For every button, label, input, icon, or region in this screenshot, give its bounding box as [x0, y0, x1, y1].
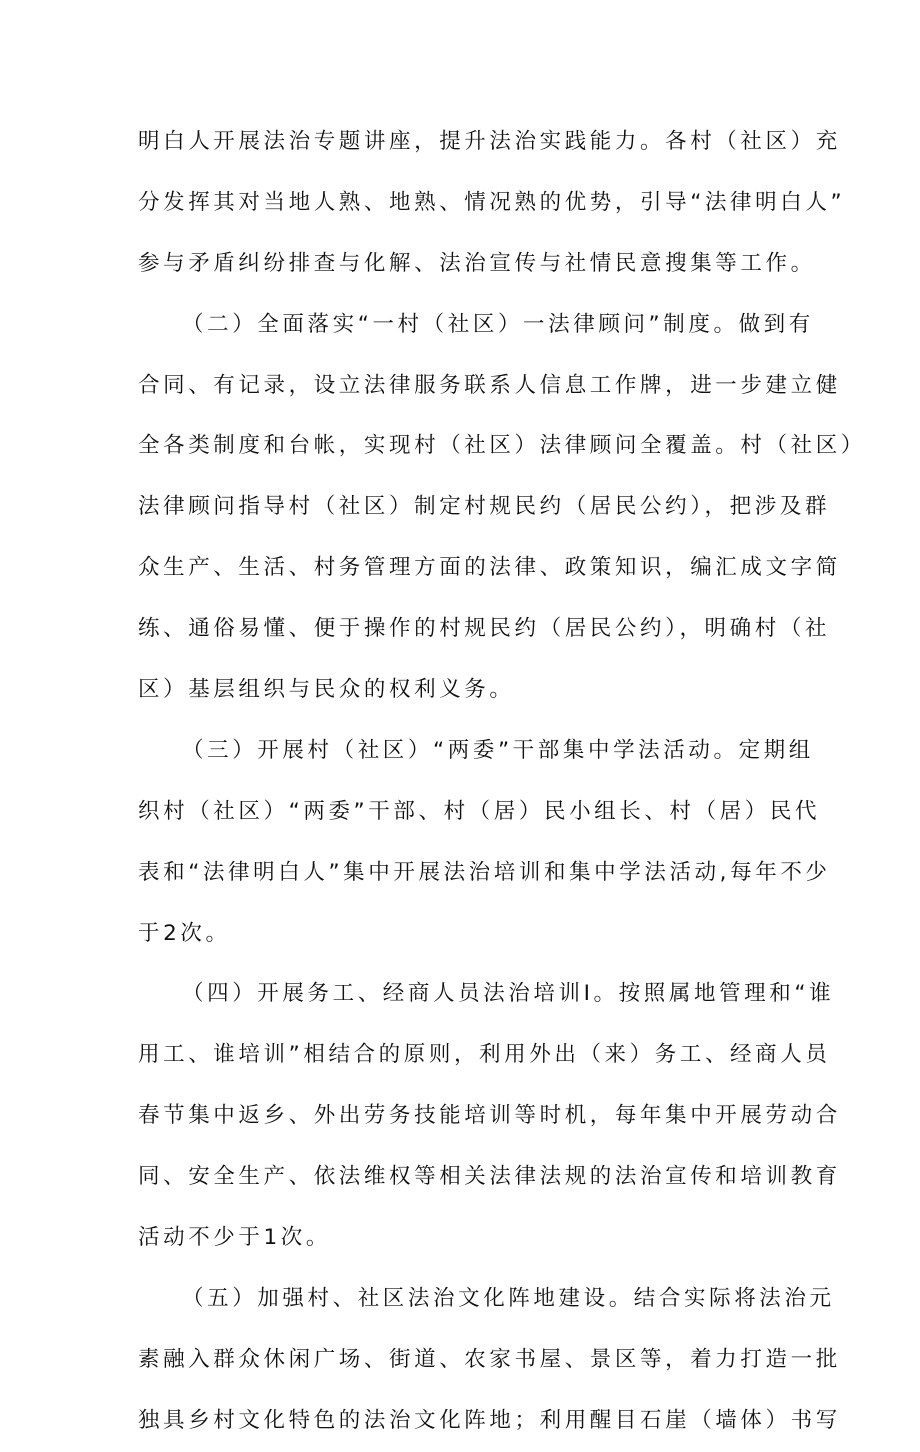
paragraph-section-4 [138, 964, 841, 1268]
text-line: 参与矛盾纠纷排查与化解、法治宣传与社情民意搜集等工作。 [138, 250, 816, 276]
text-line: 表和“法律明白人”集中开展法治培训和集中学法活动,每年不少 [138, 859, 831, 885]
text-line: 全各类制度和台帐，实现村（社区）法律顾问全覆盖。村（社区） [138, 433, 866, 459]
paragraph-section-3 [138, 721, 831, 965]
text-line: 区）基层组织与民众的权利义务。 [138, 677, 515, 703]
text-line: 于2次。 [138, 920, 231, 946]
section-heading-line: （五）加强村、社区法治文化阵地建设。结合实际将法治元 [182, 1285, 835, 1311]
text-line: 明白人开展法治专题讲座，提升法治实践能力。各村（社区）充 [138, 129, 841, 154]
text-line: 同、安全生产、依法维权等相关法律法规的法治宣传和培训教育 [138, 1164, 841, 1190]
text-line: 合同、有记录，设立法律服务联系人信息工作牌，进一步建立健 [138, 372, 841, 398]
text-line: 活动不少于1次。 [138, 1225, 331, 1251]
paragraph-intro [138, 112, 846, 295]
section-heading-line: （三）开展村（社区）“两委”干部集中学法活动。定期组 [182, 737, 814, 763]
text-line: 春节集中返乡、外出劳务技能培训等时机，每年集中开展劳动合 [138, 1103, 841, 1129]
text-line: 法律顾问指导村（社区）制定村规民约（居民公约），把涉及群 [138, 494, 831, 520]
text-line: 织村（社区）“两委”干部、村（居）民小组长、村（居）民代 [138, 798, 821, 824]
text-line: 独具乡村文化特色的法治文化阵地；利用醒目石崖（墙体）书写 [138, 1407, 841, 1433]
section-heading-line: （二）全面落实“一村（社区）一法律顾问”制度。做到有 [182, 311, 814, 337]
text-line: 练、通俗易懂、便于操作的村规民约（居民公约），明确村（社 [138, 616, 831, 642]
paragraph-section-2 [138, 295, 866, 721]
section-heading-line: （四）开展务工、经商人员法治培训I。按照属地管理和“谁 [182, 981, 835, 1007]
paragraph-section-5 [138, 1269, 841, 1452]
text-line: 素融入群众休闲广场、街道、农家书屋、景区等，着力打造一批 [138, 1346, 841, 1372]
text-line: 分发挥其对当地人熟、地熟、情况熟的优势，引导“法律明白人” [138, 189, 846, 215]
text-line: 用工、谁培训”相结合的原则，利用外出（来）务工、经商人员 [138, 1042, 831, 1068]
text-line: 众生产、生活、村务管理方面的法律、政策知识，编汇成文字简 [138, 555, 841, 581]
document-page [138, 112, 866, 1452]
